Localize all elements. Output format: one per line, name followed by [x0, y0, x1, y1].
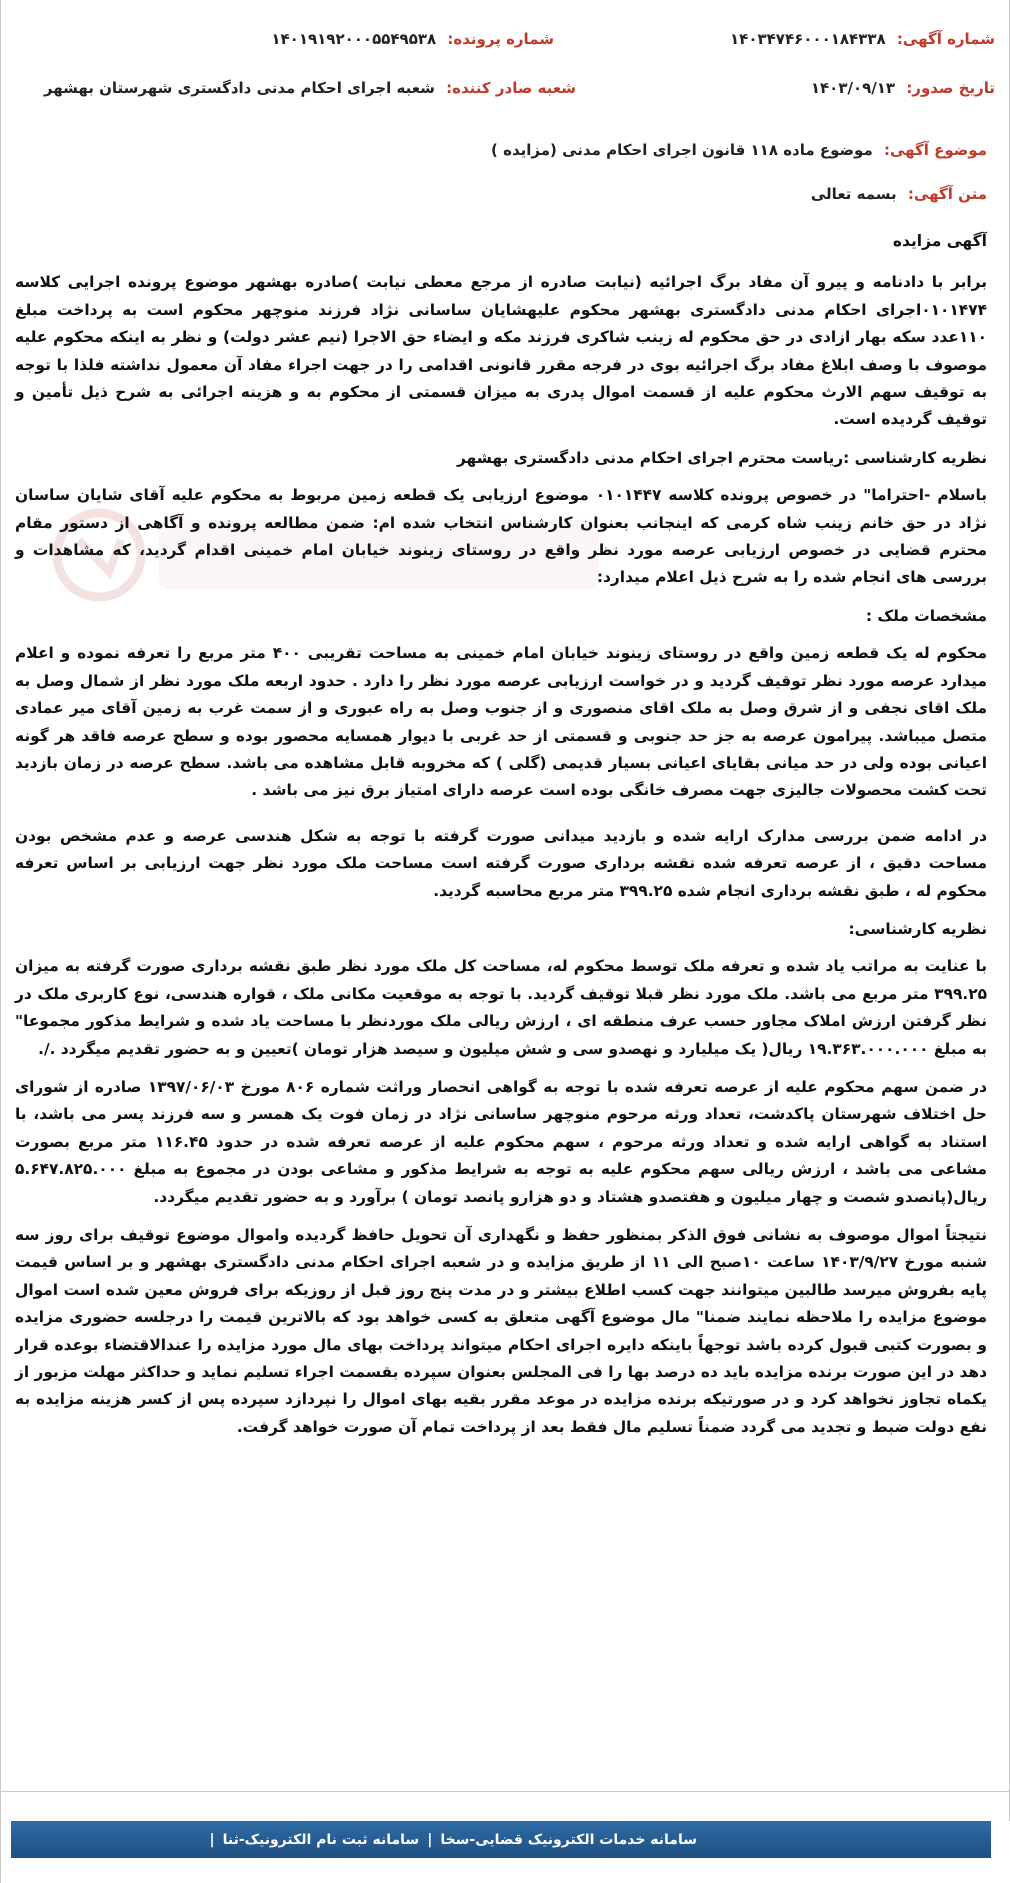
paragraph-auction-terms: نتیجتاً اموال موصوف به نشانی فوق الذکر بمنظور حفظ و نگهداری آن تحویل حافظ گردیده واموال موضوع توقیف برای روز سه شنبه مورخ ۱۴۰۳/۹/۲۷ ساعت ۱۰صبح الی ۱۱ از طریق مزایده و در شعبه اجرای احکام مدنی دادگستری بهشهر و بر اساس قیمت پایه بفروش میرسد طالبین میتوانند جهت کسب اطلاع بیشتر و در مدت پنج روز قبل از روزیکه برای فروش معین شده است اموال موضوع مزایده را ملاحظه نمایند ضمنا" مال موضوع آگهی متعلق به کسی خواهد بود که بالاترین قیمت را درجلسه حضوری مزایده و بصورت کتبی قبول کرده باشد توجهاً باینکه دایره اجرای احکام میتواند پرداخت بهای مال مورد مزایده را عندالاقتضاء بوعده قرار دهد در این صورت برنده مزایده باید ده درصد بها را فی المجلس بعنوان سپرده بقسمت اجراء تسلیم نماید و حداکثر مهلت مزبور از یکماه تجاوز نخواهد کرد و در صورتیکه برنده مزایده در موعد مقرر بقیه بهای اموال را نپردازد سپرده پس از کسر هزینه مزایده به نفع دولت ضبط و تجدید می گردد ضمناً تسلیم مال فقط بعد از پرداخت تمام آن صورت خواهد گرفت. — [15, 1226, 987, 1436]
ad-subject-value: موضوع ماده ۱۱۸ قانون اجرای احکام مدنی (مزایده ) — [491, 141, 873, 159]
footer — [1, 1821, 1010, 1883]
case-number-label: شماره پرونده: — [447, 30, 554, 48]
ad-number-label: شماره آگهی: — [896, 30, 995, 48]
ad-subject — [491, 141, 987, 159]
ad-text-label: متن آگهی: — [907, 185, 987, 203]
ad-number — [730, 30, 995, 48]
issue-date-label: تاریخ صدور: — [906, 79, 995, 97]
footer-separator-trailing: | — [209, 1831, 215, 1848]
paragraph-survey: در ادامه ضمن بررسی مدارک ارایه شده و بازدید میدانی صورت گرفته با توجه به شکل هندسی عرصه و عدم مشخص بودن مساحت دقیق ، از عرصه تعرفه شده نقشه برداری صورت گرفته است مساحت ملک مورد نظر جهت ارزیابی بر اساس تعرفه محکوم له ، طبق نقشه برداری انجام شده ۳۹۹.۲۵ متر مربع محاسبه گردید. — [15, 826, 987, 900]
paragraph-share: در ضمن سهم محکوم علیه از عرصه تعرفه شده با توجه به گواهی انحصار وراثت شماره ۸۰۶ مورخ ۱۳۹۷/۰۶/۰۳ صادره از شورای حل اختلاف شهرستان پاکدشت، تعداد ورثه مرحوم منوچهر ساسانی نژاد در زمان فوت یک همسر و سه فرزند پسر می باشد، با استناد به گواهی ارایه شده و تعداد ورثه مرحوم ، سهم محکوم علیه از عرصه تعرفه شده در حدود ۱۱۶.۴۵ متر مربع بصورت مشاعی می باشد ، ارزش ریالی سهم محکوم علیه به توجه به شرایط مذکور و مشاعی بودن در مجموع به مبلغ ۵.۶۴۷.۸۲۵.۰۰۰ ریال(پانصدو شصت و چهار میلیون و هفتصدو هشتاد و دو هزارو پانصد تومان ) برآورد و به حضور تقدیم میگردد. — [15, 1077, 988, 1206]
expert-opinion-title: نظریه کارشناسی: — [848, 919, 987, 938]
auction-heading: آگهی مزایده — [892, 232, 987, 250]
ad-body — [15, 228, 987, 1452]
ad-text-opening: بسمه تعالی — [810, 185, 897, 203]
ad-subject-label: موضوع آگهی: — [883, 141, 987, 159]
property-specs-title: مشخصات ملک : — [865, 606, 987, 625]
paragraph-execution: برابر با دادنامه و پیرو آن مفاد برگ اجرائیه (نیابت صادره از مرجع معطی نیابت )صادره بهشهر موضوع پرونده اجرایی کلاسه ۰۱۰۱۴۷۴اجرای احکام مدنی دادگستری بهشهر محکوم علیهشایان ساسانی نژاد فرزند منوچهر محکوم است به پرداخت مبلغ ۱۱۰عدد سکه بهار ازادی در حق محکوم له زینب شاکری فرزند مکه و ایضاء حق الاجرا (نیم عشر دولت) و نظر به اینکه محکوم علیه موصوف با وصف ابلاغ مفاد برگ اجرائیه بوی در فرجه مقرر قانونی اقدامی را در جهت اجراء مفاد آن معمول نداشته فلذا با توجه به توقیف سهم الارث محکوم علیه از قسمت اموال پدری به میزان قسمتی از محکوم به و هزینه اجرائی به شرح ذیل تأمین و توقیف گردیده است. — [15, 273, 987, 429]
issue-date-value: ۱۴۰۳/۰۹/۱۳ — [810, 79, 896, 97]
issuing-branch-label: شعبه صادر کننده: — [446, 79, 576, 97]
paragraph-greeting: باسلام -احتراما" در خصوص پرونده کلاسه ۰۱۰۱۴۴۷ موضوع ارزیابی یک قطعه زمین مربوط به محکوم علیه آقای شایان ساسان نژاد در حق خانم زینب شاه کرمی که اینجانب بعنوان کارشناس انتخاب شده ام: ضمن مطالعه پرونده و آگاهی از دستور مقام محترم قضایی در خصوص ارزیابی عرصه مورد نظر واقع در روستای زینوند خیابان امام خمینی اقدام گردید، که مشاهدات و بررسی های انجام شده را به شرح ذیل اعلام میدارد: — [15, 486, 988, 587]
expert-opinion-address: نظریه کارشناسی :ریاست محترم اجرای احکام مدنی دادگستری بهشهر — [456, 448, 987, 467]
sakha-link[interactable]: سامانه خدمات الکترونیک قضایی-سخا — [440, 1831, 697, 1848]
footer-links-bar — [11, 1821, 991, 1858]
case-number-value: ۱۴۰۱۹۱۹۲۰۰۰۵۵۴۹۵۳۸ — [271, 30, 437, 48]
issue-date — [811, 79, 995, 97]
ad-text — [811, 185, 987, 203]
paragraph-property-specs: محکوم له یک قطعه زمین واقع در روستای زینوند خیابان امام خمینی به مساحت تقریبی ۴۰۰ متر مربع را تعرفه نموده و اعلام میدارد عرصه مورد نظر توقیف گردید و در خواست ارزیابی عرصه مورد نظر را دارد . حدود اربعه ملک مورد نظر از شمال وصل به ملک اقای نجفی و از شرق وصل به ملک اقای منصوری و از جنوب وصل به راه عبوری و از سمت غرب به زمین آقای میر عمادی متصل میباشد. پیرامون عرصه به جز حد جنوبی و قسمتی از حد غربی با دیوار همسایه محصور بوده و سطح عرصه فاقد هر گونه اعیانی بوده ولی در حد میانی بقایای اعیانی بسیار قدیمی (گلی ) که مخروبه قابل مشاهده می باشد. سطح عرصه در زمان بازدید تحت کشت محصولات جالیزی جهت مصرف خانگی بوده است عرصه دارای امتیاز برق نیز می باشد . — [15, 644, 987, 800]
issuing-branch-value: شعبه اجرای احکام مدنی دادگستری شهرستان بهشهر — [43, 79, 435, 97]
ad-number-value: ۱۴۰۳۴۷۴۶۰۰۰۱۸۴۳۳۸ — [730, 30, 886, 48]
footer-separator: | — [427, 1831, 433, 1848]
issuing-branch — [44, 79, 576, 97]
sana-link[interactable]: سامانه ثبت نام الکترونیک-ثنا — [222, 1831, 420, 1848]
case-number — [271, 30, 554, 48]
paragraph-valuation: با عنایت به مراتب یاد شده و تعرفه ملک توسط محکوم له، مساحت کل ملک مورد نظر طبق نقشه برداری صورت گرفته به میزان ۳۹۹.۲۵ متر مربع می باشد. ملک مورد نظر قبلا توقیف گردید. با توجه به موقعیت مکانی ملک ، قواره هندسی، نوع کاربری ملک در نظر گرفتن ارزش املاک مجاور حسب عرف منطقه ای ، ارزش ریالی ملک موردنظر با مساحت یاد شده و شرایط مذکور مجموعا" به مبلغ ۱۹.۳۶۳.۰۰۰.۰۰۰ ریال( یک میلیارد و نهصدو سی و شش میلیون و سیصد هزار تومان )تعیین و به حضور تقدیم میگردد ./. — [15, 957, 987, 1058]
bottom-divider — [1, 1791, 1009, 1792]
